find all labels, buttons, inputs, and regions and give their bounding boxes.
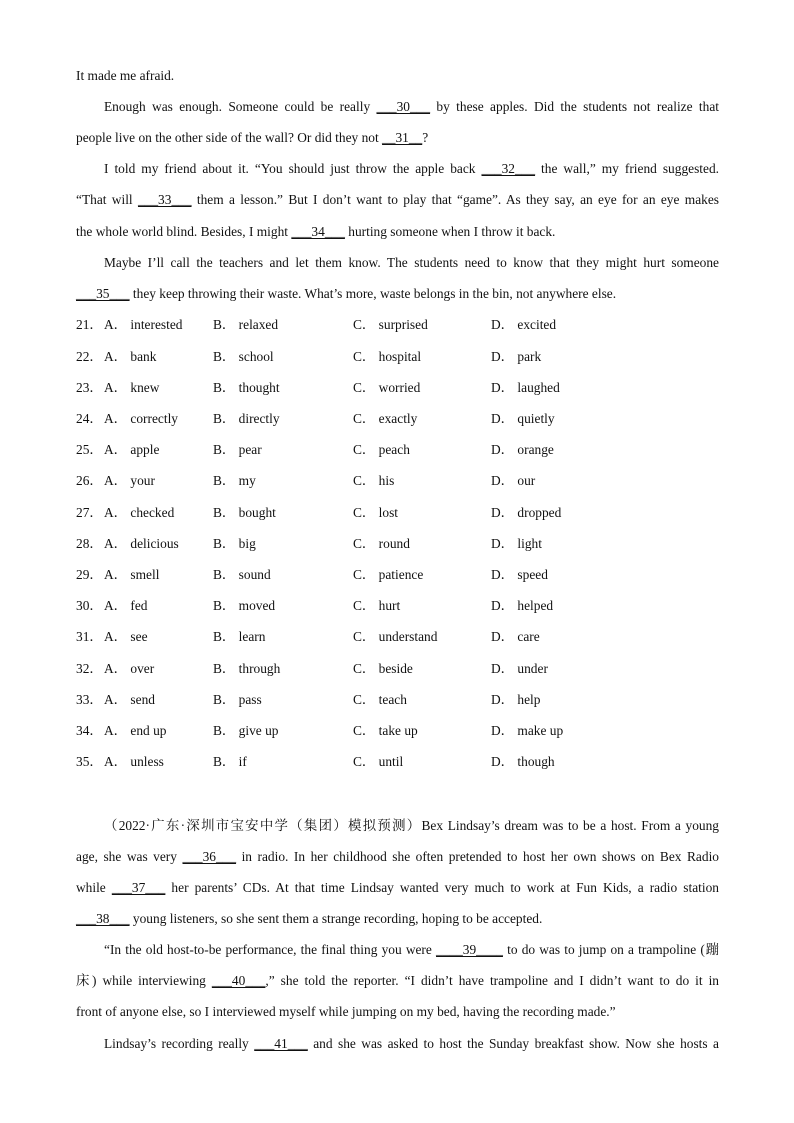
option-a[interactable]: A． checked xyxy=(104,505,175,520)
text: and she was asked to host the Sunday breakfast show. Now she hosts a xyxy=(307,1036,719,1051)
option-d[interactable]: D． quietly xyxy=(491,411,555,426)
question-number: 24． xyxy=(76,411,103,426)
option-b[interactable]: B． bought xyxy=(213,505,276,520)
question-number: 28． xyxy=(76,536,103,551)
option-d[interactable]: D． dropped xyxy=(491,505,562,520)
option-c[interactable]: C． beside xyxy=(353,661,413,676)
text: I told my friend about it. “You should just throw the apple back xyxy=(104,161,482,176)
text: front of anyone else, so I interviewed myself while jumping on my bed, having the recording made.” xyxy=(76,1004,616,1019)
option-c[interactable]: C． hospital xyxy=(353,349,422,364)
passage-line xyxy=(104,817,719,835)
option-c[interactable]: C． worried xyxy=(353,380,421,395)
option-a[interactable]: A． end up xyxy=(104,723,167,738)
text: （2022·广东·深圳市宝安中学（集团）模拟预测）Bex Lindsay’s dream was to be a host. From a young xyxy=(104,818,719,833)
option-b[interactable]: B． my xyxy=(213,473,256,488)
question-number: 34． xyxy=(76,723,103,738)
option-b[interactable]: B． directly xyxy=(213,411,280,426)
text: young listeners, so she sent them a strange recording, hoping to be accepted. xyxy=(129,911,543,926)
blank-36[interactable]: ___36___ xyxy=(182,849,237,864)
blank-38[interactable]: ___38___ xyxy=(76,911,130,926)
option-c[interactable]: C． hurt xyxy=(353,598,401,613)
text: hurting someone when I throw it back. xyxy=(344,224,556,239)
question-number: 30． xyxy=(76,598,103,613)
passage-line xyxy=(76,67,719,85)
blank-31[interactable]: __31__ xyxy=(382,130,423,145)
option-d[interactable]: D． park xyxy=(491,349,542,364)
option-a[interactable]: A． knew xyxy=(104,380,160,395)
option-a[interactable]: A． send xyxy=(104,692,155,707)
passage-line xyxy=(76,285,719,303)
blank-30[interactable]: ___30___ xyxy=(376,99,431,114)
text: in radio. In her childhood she often pretended to host her own shows on Bex Radio xyxy=(236,849,719,864)
text: ? xyxy=(422,130,429,145)
option-a[interactable]: A． your xyxy=(104,473,155,488)
option-a[interactable]: A． fed xyxy=(104,598,148,613)
question-number: 22． xyxy=(76,349,103,364)
option-c[interactable]: C． peach xyxy=(353,442,410,457)
option-d[interactable]: D． excited xyxy=(491,317,557,332)
option-b[interactable]: B． moved xyxy=(213,598,276,613)
option-a[interactable]: A． smell xyxy=(104,567,160,582)
option-c[interactable]: C． his xyxy=(353,473,395,488)
option-a[interactable]: A． apple xyxy=(104,442,160,457)
option-d[interactable]: D． help xyxy=(491,692,541,707)
option-d[interactable]: D． care xyxy=(491,629,540,644)
option-b[interactable]: B． if xyxy=(213,754,247,769)
text: It made me afraid. xyxy=(76,68,175,83)
option-a[interactable]: A． over xyxy=(104,661,155,676)
blank-37[interactable]: ___37___ xyxy=(111,880,166,895)
text: them a lesson.” But I don’t want to play that “game”. As they say, an eye for an eye makes xyxy=(191,192,719,207)
text: by these apples. Did the students not realize that xyxy=(430,99,719,114)
option-c[interactable]: C． patience xyxy=(353,567,424,582)
option-a[interactable]: A． unless xyxy=(104,754,164,769)
blank-33[interactable]: ___33___ xyxy=(137,192,192,207)
passage-line xyxy=(104,254,719,272)
option-d[interactable]: D． helped xyxy=(491,598,554,613)
option-c[interactable]: C． until xyxy=(353,754,404,769)
option-b[interactable]: B． give up xyxy=(213,723,279,738)
blank-32[interactable]: ___32___ xyxy=(481,161,536,176)
option-b[interactable]: B． pass xyxy=(213,692,262,707)
text: ,” she told the reporter. “I didn’t have trampoline and I didn’t want to do it in xyxy=(265,973,719,988)
question-number: 26． xyxy=(76,473,103,488)
option-b[interactable]: B． school xyxy=(213,349,274,364)
option-b[interactable]: B． big xyxy=(213,536,256,551)
option-b[interactable]: B． sound xyxy=(213,567,271,582)
passage-line xyxy=(104,1035,719,1053)
question-number: 31． xyxy=(76,629,103,644)
question-number: 33． xyxy=(76,692,103,707)
option-c[interactable]: C． take up xyxy=(353,723,418,738)
option-b[interactable]: B． pear xyxy=(213,442,262,457)
text: her parents’ CDs. At that time Lindsay wanted very much to work at Fun Kids, a radio station xyxy=(165,880,719,895)
option-a[interactable]: A． correctly xyxy=(104,411,178,426)
option-b[interactable]: B． thought xyxy=(213,380,280,395)
option-d[interactable]: D． laughed xyxy=(491,380,560,395)
passage-line xyxy=(76,910,719,928)
question-number: 35． xyxy=(76,754,103,769)
question-number: 23． xyxy=(76,380,103,395)
option-c[interactable]: C． exactly xyxy=(353,411,418,426)
passage-line xyxy=(104,941,719,959)
blank-41[interactable]: ___41___ xyxy=(254,1036,308,1051)
passage-line xyxy=(76,191,719,209)
option-d[interactable]: D． light xyxy=(491,536,542,551)
passage-line xyxy=(76,223,719,241)
question-number: 27． xyxy=(76,505,103,520)
option-d[interactable]: D． under xyxy=(491,661,548,676)
text: 床) while interviewing xyxy=(76,973,212,988)
option-a[interactable]: A． bank xyxy=(104,349,157,364)
option-a[interactable]: A． interested xyxy=(104,317,183,332)
question-number: 29． xyxy=(76,567,103,582)
passage-line xyxy=(76,879,719,897)
text: the whole world blind. Besides, I might xyxy=(76,224,292,239)
question-number: 21． xyxy=(76,317,103,332)
option-b[interactable]: B． learn xyxy=(213,629,266,644)
blank-39[interactable]: ____39____ xyxy=(436,942,503,957)
text: they keep throwing their waste. What’s more, waste belongs in the bin, not anywhere else. xyxy=(129,286,617,301)
text: “That will xyxy=(76,192,138,207)
option-b[interactable]: B． relaxed xyxy=(213,317,279,332)
option-d[interactable]: D． orange xyxy=(491,442,554,457)
option-a[interactable]: A． see xyxy=(104,629,148,644)
blank-34[interactable]: ___34___ xyxy=(291,224,345,239)
passage-line xyxy=(76,1003,719,1021)
text: Lindsay’s recording really xyxy=(104,1036,255,1051)
question-number: 25． xyxy=(76,442,103,457)
passage-line xyxy=(76,129,719,147)
text: to do was to jump on a trampoline (蹦 xyxy=(502,942,719,957)
passage-line xyxy=(76,848,719,866)
option-b[interactable]: B． through xyxy=(213,661,281,676)
text: while xyxy=(76,880,112,895)
text: age, she was very xyxy=(76,849,183,864)
option-c[interactable]: C． teach xyxy=(353,692,407,707)
passage-line xyxy=(76,972,719,990)
text: “In the old host-to-be performance, the final thing you were xyxy=(104,942,436,957)
text: people live on the other side of the wall? Or did they not xyxy=(76,130,383,145)
option-d[interactable]: D． our xyxy=(491,473,536,488)
blank-40[interactable]: ___40___ xyxy=(211,973,266,988)
option-c[interactable]: C． understand xyxy=(353,629,438,644)
option-c[interactable]: C． round xyxy=(353,536,410,551)
passage-line xyxy=(104,160,719,178)
text: the wall,” my friend suggested. xyxy=(535,161,720,176)
option-c[interactable]: C． surprised xyxy=(353,317,428,332)
blank-35[interactable]: ___35___ xyxy=(76,286,130,301)
option-c[interactable]: C． lost xyxy=(353,505,399,520)
question-number: 32． xyxy=(76,661,103,676)
passage-line xyxy=(104,98,719,116)
option-d[interactable]: D． speed xyxy=(491,567,548,582)
option-a[interactable]: A． delicious xyxy=(104,536,179,551)
text: Enough was enough. Someone could be really xyxy=(104,99,377,114)
text: Maybe I’ll call the teachers and let them know. The students need to know that they might hurt someone xyxy=(104,255,719,270)
option-d[interactable]: D． make up xyxy=(491,723,564,738)
option-d[interactable]: D． though xyxy=(491,754,555,769)
